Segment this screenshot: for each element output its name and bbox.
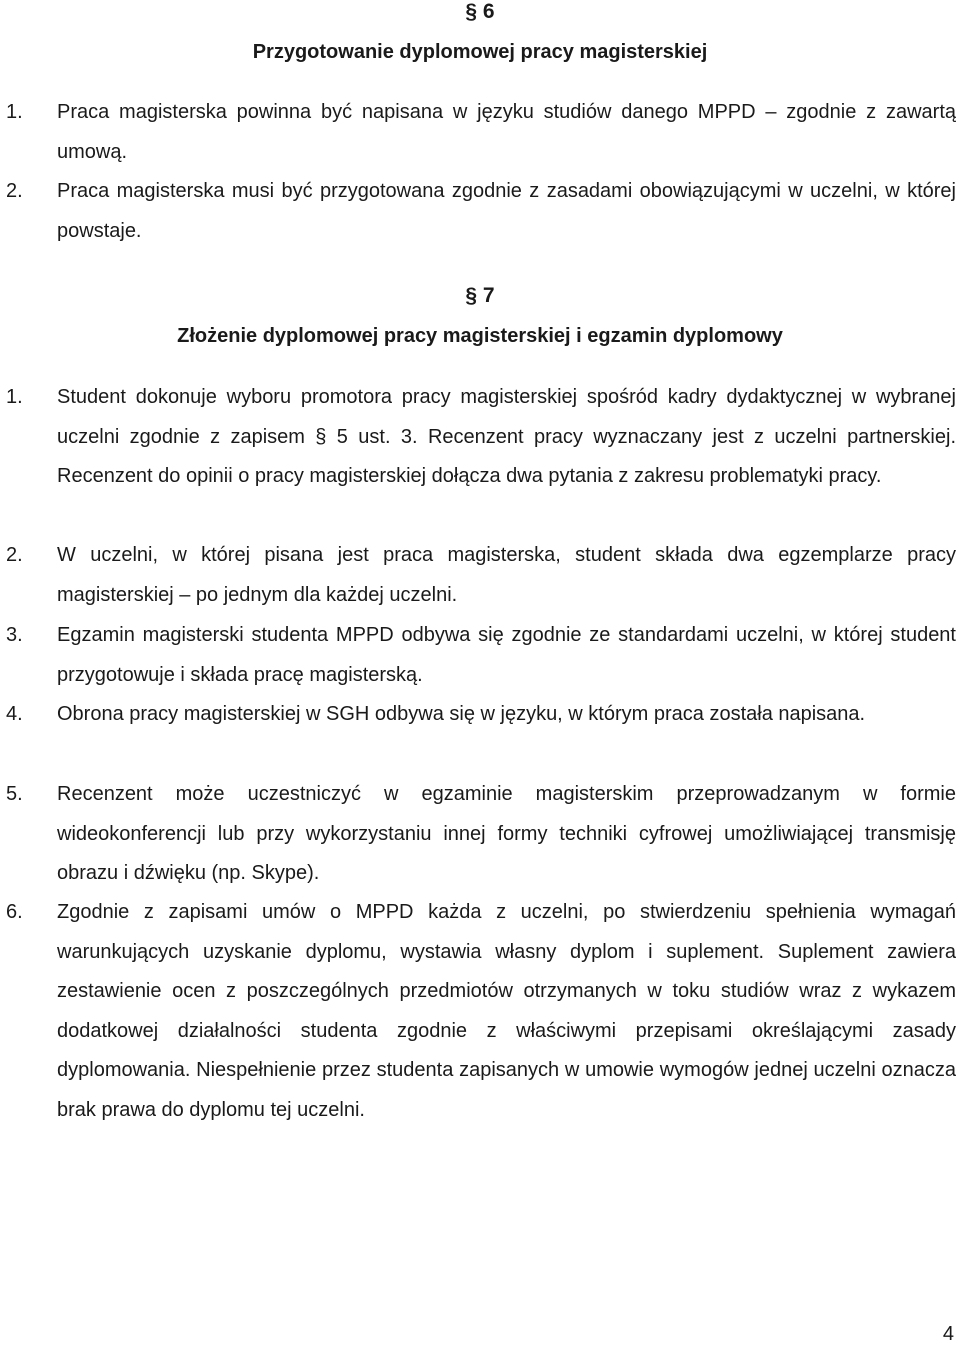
item-number: 1. — [6, 101, 23, 123]
list-item — [6, 695, 956, 735]
page-number: 4 — [942, 1323, 954, 1345]
list-item — [6, 616, 956, 695]
list-item — [6, 93, 956, 172]
list-item — [6, 536, 956, 615]
list-item — [6, 775, 956, 894]
section-6-mark: § 6 — [465, 0, 495, 23]
item-number: 2. — [6, 180, 23, 202]
list-item — [6, 378, 956, 497]
item-text: Obrona pracy magisterskiej w SGH odbywa się w języku, w którym praca została napisana. — [57, 703, 866, 725]
item-text: Student dokonuje wyboru promotora pracy magisterskiej spośród kadry dydaktycznej w wybranej uczelni zgodnie z zapisem § 5 ust. 3. Recenzent pracy wyznaczany jest z uczelni partnerskiej. Recenzent do opinii o pracy magisterskiej dołącza dwa pytania z zakresu problematyki pracy. — [57, 386, 956, 488]
item-number: 5. — [6, 783, 23, 805]
item-text: Zgodnie z zapisami umów o MPPD każda z uczelni, po stwierdzeniu spełnienia wymagań warunkujących uzyskanie dyplomu, wystawia własny dyplom i suplement. Suplement zawiera zestawienie ocen z poszczególnych przedmiotów otrzymanych w toku studiów wraz z wykazem dodatkowej działalności studenta zgodnie z właściwymi przepisami określającymi zasady dyplomowania. Niespełnienie przez studenta zapisanych w umowie wymogów jednej uczelni oznacza brak prawa do dyplomu tej uczelni. — [57, 901, 956, 1121]
section-7-mark: § 7 — [465, 284, 495, 307]
item-text: Egzamin magisterski studenta MPPD odbywa się zgodnie ze standardami uczelni, w której student przygotowuje i składa pracę magisterską. — [57, 624, 956, 686]
item-text: Praca magisterska musi być przygotowana zgodnie z zasadami obowiązującymi w uczelni, w której powstaje. — [57, 180, 956, 242]
section-7-heading: Złożenie dyplomowej pracy magisterskiej i egzamin dyplomowy — [177, 325, 783, 347]
item-number: 4. — [6, 703, 23, 725]
section-6-heading: Przygotowanie dyplomowej pracy magisterskiej — [252, 41, 708, 63]
item-number: 2. — [6, 544, 23, 566]
item-text: Recenzent może uczestniczyć w egzaminie magisterskim przeprowadzanym w formie wideokonferencji lub przy wykorzystaniu innej formy techniki cyfrowej umożliwiającej transmisję obrazu i dźwięku (np. Skype). — [57, 783, 956, 885]
item-text: W uczelni, w której pisana jest praca magisterska, student składa dwa egzemplarze pracy magisterskiej – po jednym dla każdej uczelni. — [57, 544, 956, 606]
item-number: 6. — [6, 901, 23, 923]
list-item — [6, 893, 956, 1131]
item-number: 1. — [6, 386, 23, 408]
item-number: 3. — [6, 624, 23, 646]
list-item — [6, 172, 956, 251]
item-text: Praca magisterska powinna być napisana w języku studiów danego MPPD – zgodnie z zawartą umową. — [57, 101, 956, 163]
